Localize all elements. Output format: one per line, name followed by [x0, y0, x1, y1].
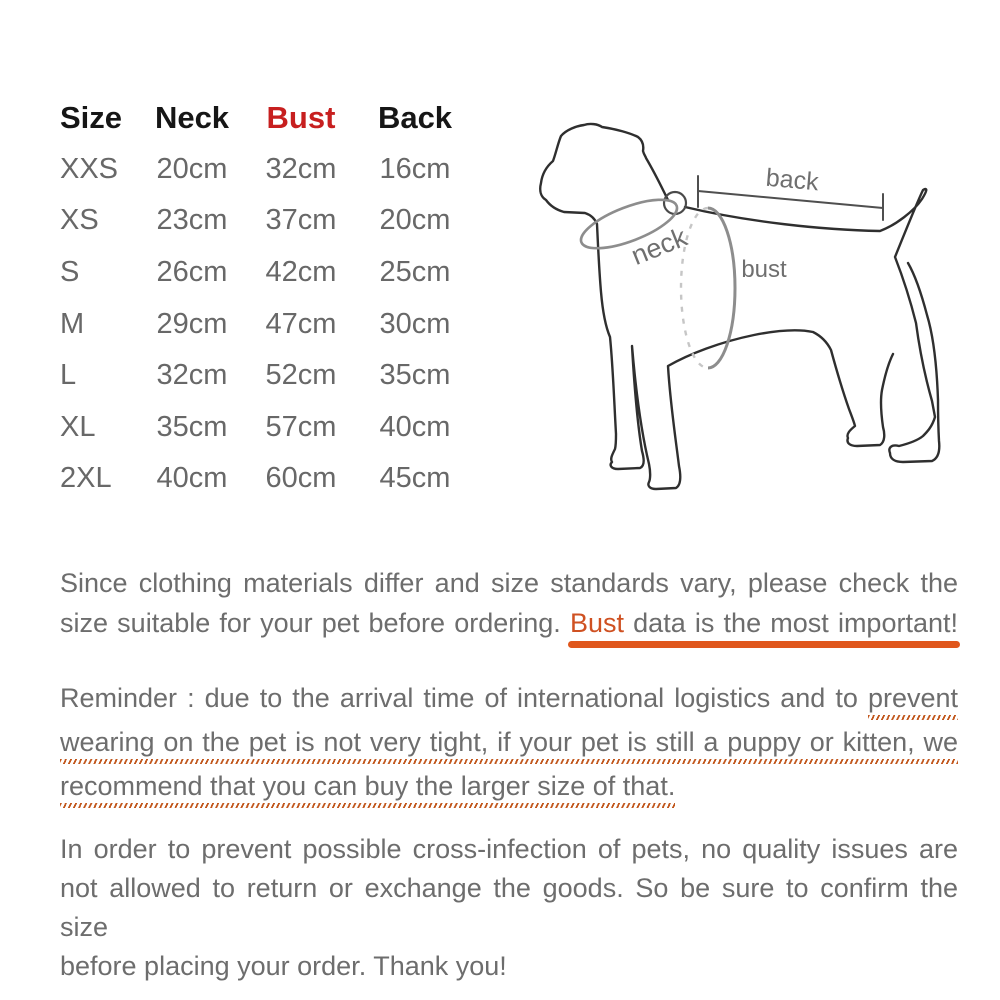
back-cell: 16cm — [379, 152, 451, 185]
table-row — [60, 298, 540, 350]
paragraph-line — [60, 603, 958, 643]
bust-ellipse-dashed — [681, 208, 708, 368]
bust-cell: 60cm — [265, 462, 337, 495]
size-cell: XS — [60, 204, 99, 237]
size-cell: S — [60, 256, 80, 289]
size-cell: XL — [60, 410, 96, 443]
paragraph-line — [60, 676, 958, 720]
bust-cell: 57cm — [265, 410, 337, 443]
table-header-row — [60, 92, 540, 144]
underlined-phrase — [570, 608, 958, 638]
dog-outline — [540, 124, 893, 489]
table-row — [60, 144, 540, 196]
dog-measurement-diagram — [528, 103, 998, 568]
back-cell: 40cm — [379, 410, 451, 443]
size-cell: XXS — [60, 152, 119, 185]
table-row — [60, 195, 540, 247]
neck-cell: 23cm — [156, 204, 228, 237]
back-cell: 35cm — [379, 359, 451, 392]
size-cell: M — [60, 307, 85, 340]
hatch-underlined-line: recommend that you can buy the larger size of that. — [60, 771, 676, 801]
paragraph-line: Since clothing materials differ and size standards vary, please check the — [60, 568, 958, 598]
bust-label: bust — [741, 256, 787, 283]
table-row — [60, 350, 540, 402]
paragraph-no-return-policy — [60, 830, 958, 986]
bust-word: Bust — [569, 608, 624, 638]
size-table — [60, 92, 540, 505]
col-header-bust: Bust — [266, 99, 336, 135]
hatch-underlined-word: prevent — [867, 683, 958, 713]
hatch-underlined-line: wearing on the pet is not very tight, if your pet is still a puppy or kitten, we — [60, 727, 958, 757]
neck-cell: 35cm — [156, 410, 228, 443]
col-header-back: Back — [377, 99, 453, 135]
dog-diagram-svg — [528, 103, 998, 568]
col-header-neck: Neck — [154, 99, 230, 135]
bust-cell: 32cm — [265, 152, 337, 185]
back-cell: 25cm — [379, 256, 451, 289]
neck-cell: 32cm — [156, 359, 228, 392]
neck-label: neck — [627, 221, 692, 271]
size-cell: L — [60, 359, 77, 392]
paragraph-reminder — [60, 676, 958, 808]
back-cell: 45cm — [379, 462, 451, 495]
size-cell: 2XL — [60, 462, 112, 495]
paragraph-line — [60, 720, 958, 764]
line-text: Reminder : due to the arrival time of international logistics and to — [60, 683, 868, 713]
paragraph-line — [60, 764, 958, 808]
paragraph-line: In order to prevent possible cross-infection of pets, no quality issues are — [60, 834, 958, 864]
line-text: data is the most important! — [624, 608, 958, 638]
dog-back-tail-outline — [685, 189, 939, 462]
neck-cell: 40cm — [156, 462, 228, 495]
table-row — [60, 453, 540, 505]
back-cell: 30cm — [379, 307, 451, 340]
col-header-size: Size — [60, 99, 123, 135]
bust-cell: 52cm — [265, 359, 337, 392]
back-cell: 20cm — [379, 204, 451, 237]
neck-cell: 29cm — [156, 307, 228, 340]
bust-cell: 42cm — [265, 256, 337, 289]
neck-cell: 26cm — [156, 256, 228, 289]
bust-cell: 37cm — [265, 204, 337, 237]
paragraph-line: not allowed to return or exchange the goods. So be sure to confirm the size — [60, 873, 958, 942]
neck-cell: 20cm — [156, 152, 228, 185]
table-row — [60, 247, 540, 299]
paragraph-size-check — [60, 563, 958, 643]
table-row — [60, 402, 540, 454]
back-label: back — [764, 163, 820, 197]
paragraph-line: before placing your order. Thank you! — [60, 951, 507, 981]
line-text: size suitable for your pet before ordering. — [60, 608, 570, 638]
bust-cell: 47cm — [265, 307, 337, 340]
